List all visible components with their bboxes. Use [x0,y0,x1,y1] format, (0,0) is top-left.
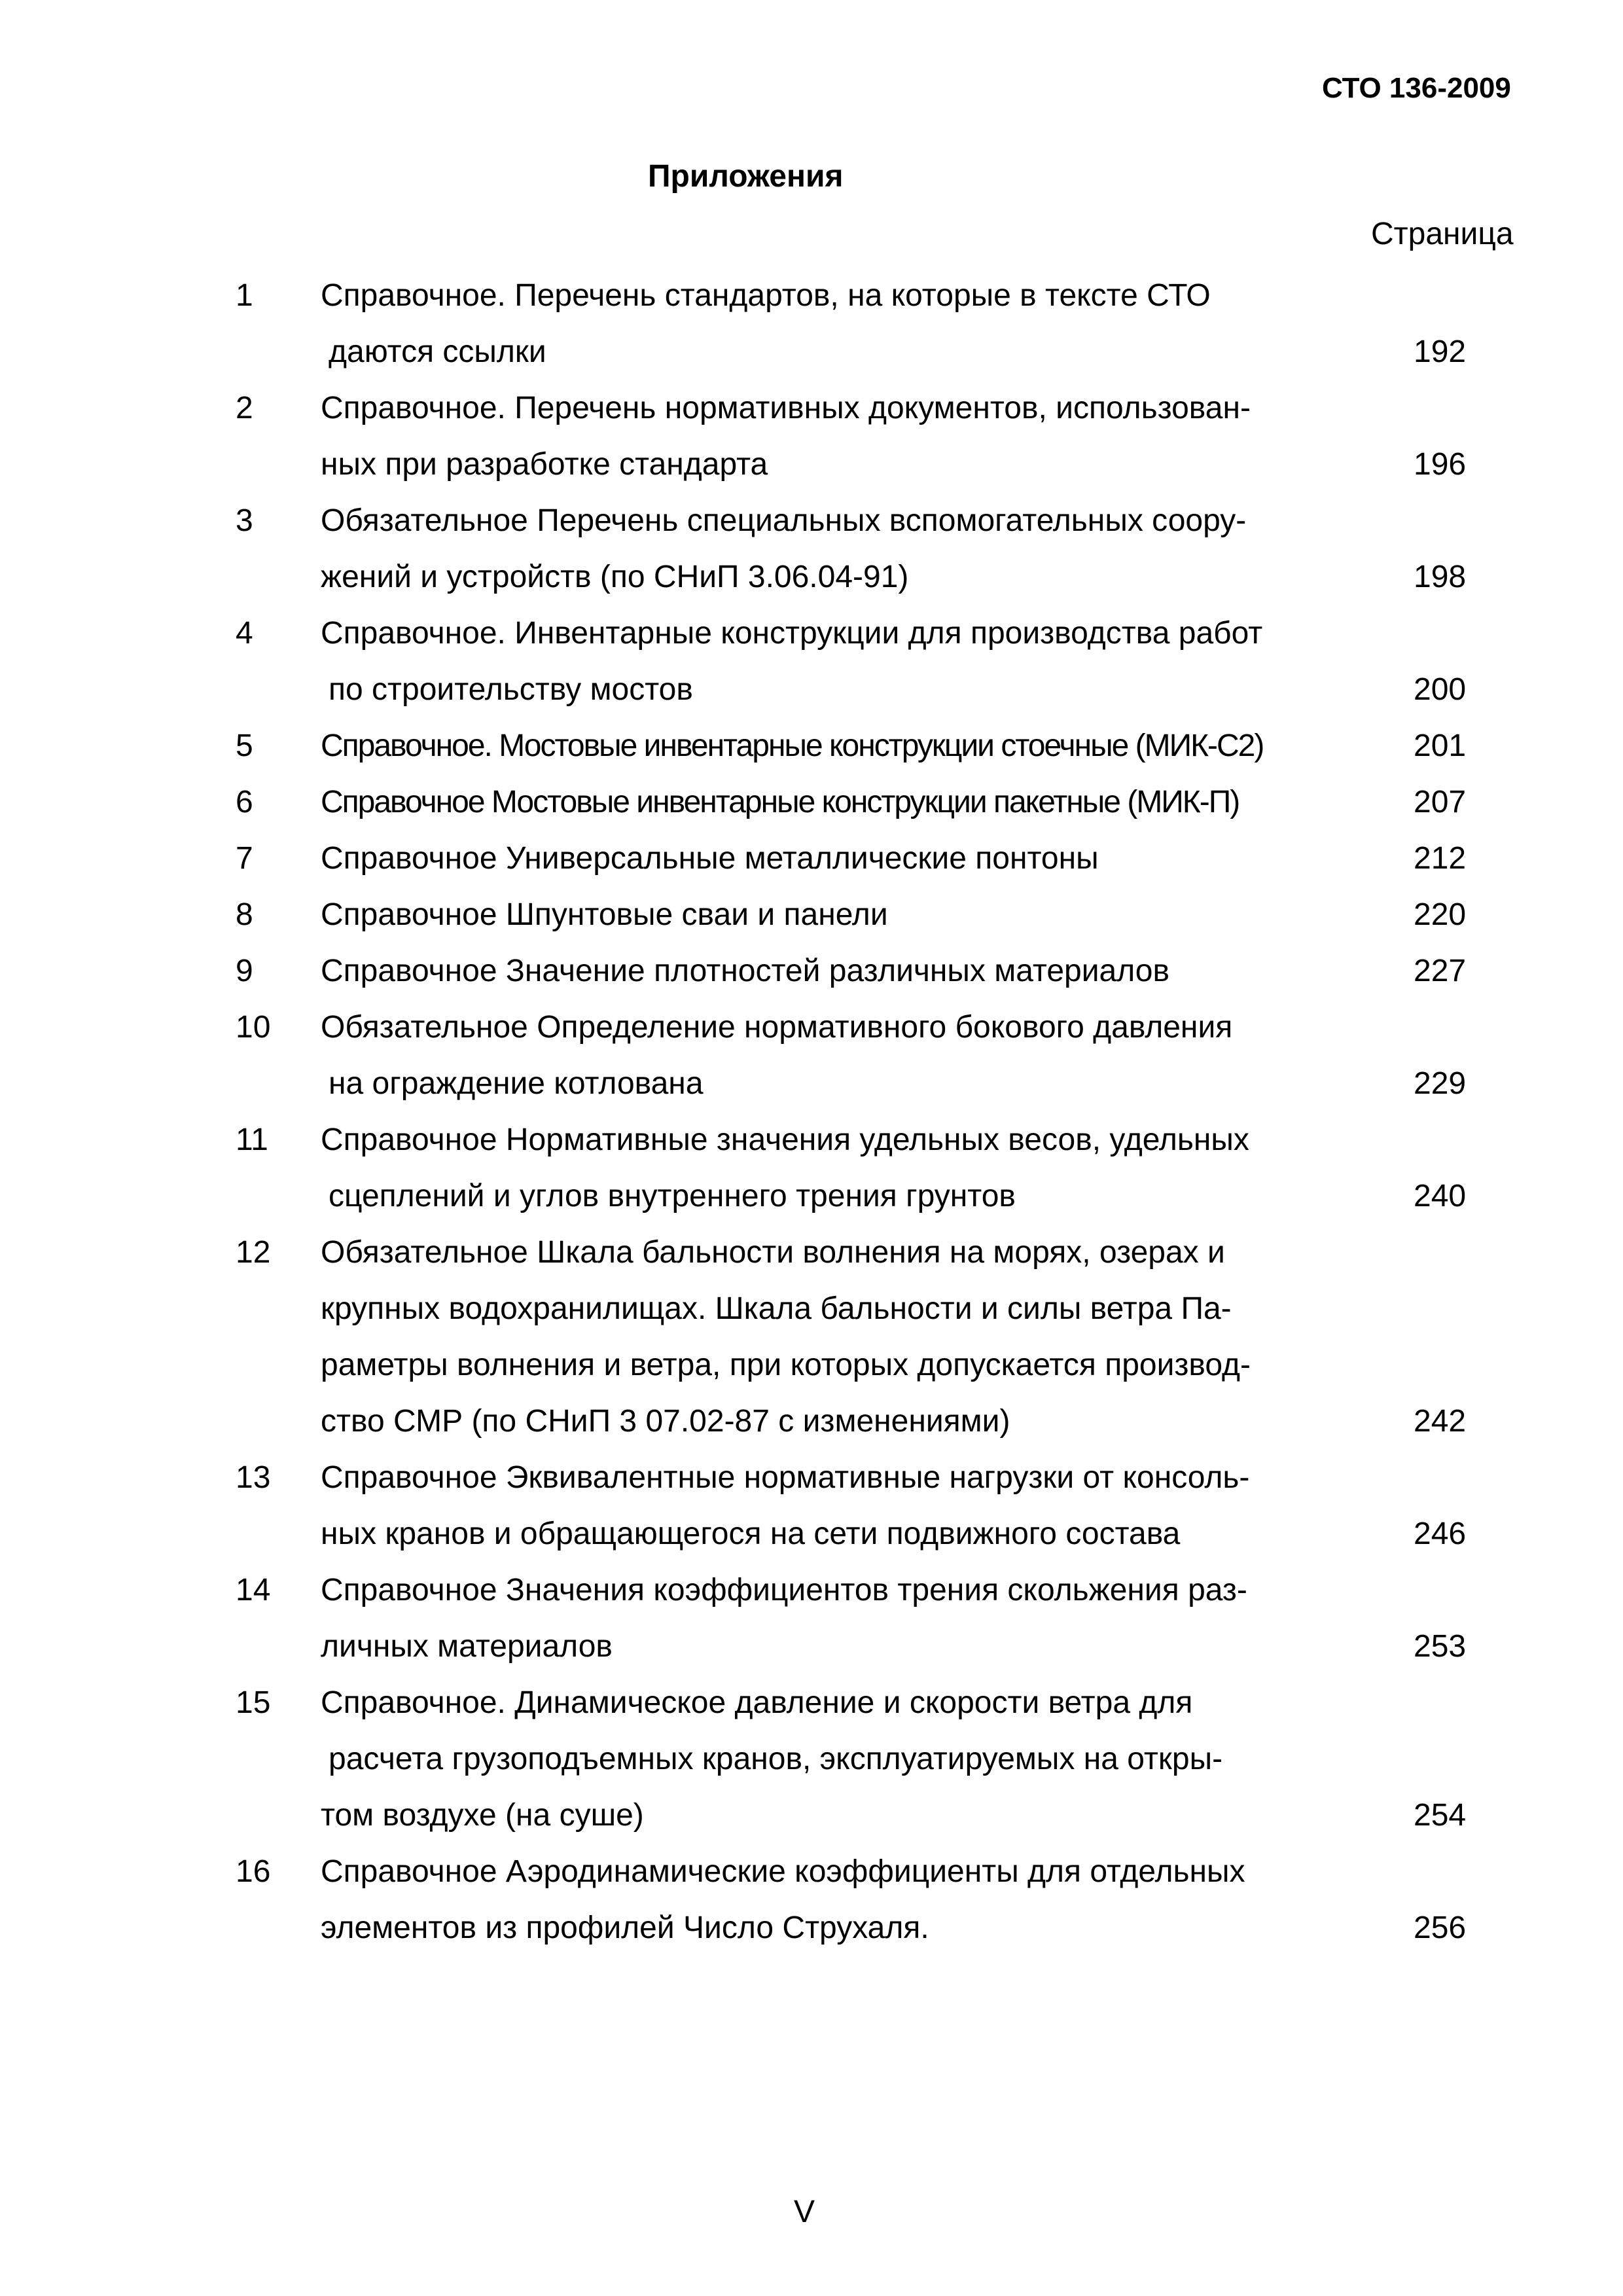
entry-title [321,831,1099,887]
entry-number: 11 [236,1122,268,1157]
entry-title-line: жений и устройств (по СНиП 3.06.04-91) [321,560,909,594]
entry-number: 14 [236,1573,271,1607]
entry-title-line: Справочное. Мостовые инвентарные конструкции стоечные (МИК-С2) [321,728,1264,763]
entry-number: 8 [236,897,253,932]
entry-title-line: Справочное. Инвентарные конструкции для производства работ [321,616,1263,651]
entry-number: 10 [236,1010,271,1045]
entry-title [321,1112,1249,1225]
entry-number: 13 [236,1460,271,1495]
entry-title-line: расчета грузоподъемных кранов, эксплуатируемых на откры- [329,1742,1223,1776]
entry-title-line: Справочное Аэродинамические коэффициенты для отдельных [321,1854,1245,1889]
entry-title-line: на ограждение котлована [329,1066,704,1101]
entry-title-line: Справочное Значение плотностей различных материалов [321,954,1169,988]
entry-title [321,1225,1251,1450]
entry-number: 5 [236,728,253,763]
entry-title-line: том воздухе (на суше) [321,1798,644,1833]
entry-title-line: Справочное Нормативные значения удельных весов, удельных [321,1122,1249,1157]
entry-number: 2 [236,391,253,425]
entry-number: 12 [236,1235,271,1270]
entry-title [321,774,1239,831]
entry-page-number: 220 [1414,897,1467,932]
entry-title-line: Справочное Шпунтовые сваи и панели [321,897,888,932]
entry-number: 1 [236,278,253,313]
entry-number: 4 [236,616,253,651]
entry-page-number: 201 [1414,728,1467,763]
entry-page-number: 240 [1414,1179,1467,1213]
entry-title [321,999,1232,1112]
entry-page-number: 254 [1414,1798,1467,1833]
entry-page-number: 198 [1414,560,1467,594]
entry-page-number: 242 [1414,1404,1467,1439]
entry-title [321,493,1246,605]
entry-title-line: Обязательное Перечень специальных вспомогательных соору- [321,503,1247,538]
page-column-header: Страница [1371,217,1514,251]
entry-title [321,380,1251,493]
entry-title [321,1450,1249,1562]
entry-page-number: 256 [1414,1910,1467,1945]
entry-title-line: Обязательное Определение нормативного бокового давления [321,1010,1233,1045]
entry-title [321,1562,1247,1675]
entry-title-line: ных при разработке стандарта [321,447,768,482]
entry-title-line: Справочное. Перечень стандартов, на которые в тексте СТО [321,278,1211,313]
entry-title [321,605,1262,718]
entry-title-line: ных кранов и обращающегося на сети подвижного состава [321,1516,1181,1551]
entry-title-line: крупных водохранилищах. Шкала бальности и силы ветра Па- [321,1291,1232,1326]
entry-title-line: Справочное. Перечень нормативных документов, использован- [321,391,1251,425]
page-number-footer: V [794,2195,815,2229]
entry-number: 9 [236,954,253,988]
entry-title-line: ство СМР (по СНиП 3 07.02-87 с изменениями) [321,1404,1010,1439]
entry-number: 7 [236,841,253,876]
entry-title-line: по строительству мостов [329,672,693,707]
entry-page-number: 227 [1414,954,1467,988]
page-title: Приложения [648,159,844,194]
entry-title-line: даются ссылки [329,334,546,369]
entry-page-number: 207 [1414,785,1467,819]
entry-title [321,887,888,943]
entry-title [321,1675,1222,1844]
entry-title [321,718,1263,774]
entry-page-number: 200 [1414,672,1467,707]
entry-title-line: элементов из профилей Число Струхаля. [321,1910,929,1945]
entry-title-line: сцеплений и углов внутреннего трения грунтов [329,1179,1016,1213]
entry-title-line: Справочное Универсальные металлические понтоны [321,841,1099,876]
entry-title-line: личных материалов [321,1629,613,1664]
entry-number: 16 [236,1854,271,1889]
entry-title-line: Справочное Значения коэффициентов трения скольжения раз- [321,1573,1247,1607]
entry-number: 6 [236,785,253,819]
entry-page-number: 246 [1414,1516,1467,1551]
entry-title-line: Справочное Эквивалентные нормативные нагрузки от консоль- [321,1460,1250,1495]
entry-page-number: 212 [1414,841,1467,876]
entry-title-line: Справочное. Динамическое давление и скорости ветра для [321,1685,1193,1720]
entry-number: 15 [236,1685,271,1720]
entry-title-line: Справочное Мостовые инвентарные конструкции пакетные (МИК-П) [321,785,1240,819]
entry-title [321,943,1169,999]
entry-title-line: раметры волнения и ветра, при которых допускается производ- [321,1348,1251,1382]
entry-title [321,1844,1245,1956]
document-code: СТО 136-2009 [1322,72,1511,104]
entry-page-number: 229 [1414,1066,1467,1101]
entry-page-number: 196 [1414,447,1467,482]
entry-number: 3 [236,503,253,538]
entry-title [321,268,1211,380]
entry-title-line: Обязательное Шкала бальности волнения на морях, озерах и [321,1235,1225,1270]
entry-page-number: 253 [1414,1629,1467,1664]
entry-page-number: 192 [1414,334,1467,369]
